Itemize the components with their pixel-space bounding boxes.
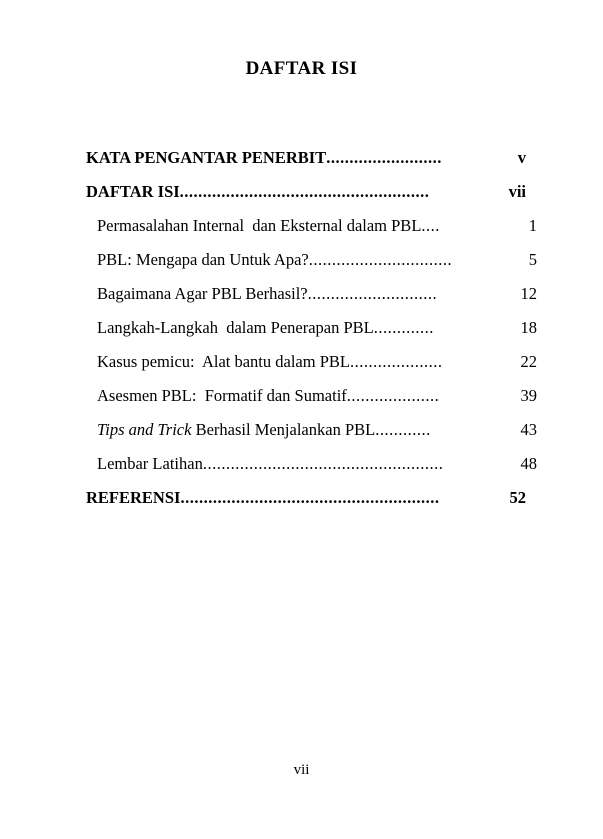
toc-dot-leader: ............................... (308, 250, 453, 269)
toc-entry-text: Asesmen PBL: Formatif dan Sumatif (97, 386, 347, 405)
toc-entry-text: Berhasil Menjalankan PBL (191, 420, 376, 439)
toc-dot-leader: ...................................................... (179, 182, 430, 201)
toc-entry-label (97, 386, 347, 406)
toc-entry[interactable] (86, 182, 526, 216)
toc-entry-text: Bagaimana Agar PBL Berhasil? (97, 284, 308, 303)
toc-page-number: vii (508, 182, 526, 201)
toc-page-number: 48 (520, 454, 537, 473)
toc-dot-leader: .................... (346, 386, 440, 405)
toc-entry[interactable] (86, 352, 537, 386)
toc-entry[interactable] (86, 318, 537, 352)
toc-entry-text: PBL: Mengapa dan Untuk Apa? (97, 250, 309, 269)
toc-entry-label (97, 284, 308, 304)
toc-dot-leader: ............................ (307, 284, 438, 303)
toc-page-number: 52 (509, 488, 526, 507)
toc-dot-leader: ......................... (326, 148, 442, 167)
toc-entry-label (86, 488, 180, 508)
toc-entry-label (97, 454, 203, 474)
toc-dot-leader: .................... (349, 352, 443, 371)
toc-entry-label (97, 318, 374, 338)
toc-dot-leader: .... (421, 216, 440, 235)
footer-page-number: vii (293, 762, 310, 778)
toc-entry[interactable] (86, 284, 537, 318)
toc-page-number: 39 (520, 386, 537, 405)
table-of-contents (86, 148, 537, 522)
toc-entry-text: KATA PENGANTAR PENERBIT (86, 148, 327, 167)
toc-page-number: 5 (528, 250, 537, 269)
toc-page-number: 12 (520, 284, 537, 303)
toc-page-number: 22 (520, 352, 537, 371)
toc-entry-text: DAFTAR ISI (86, 182, 180, 201)
toc-entry[interactable] (86, 216, 537, 250)
toc-entry-text: Lembar Latihan (97, 454, 203, 473)
toc-page-number: v (517, 148, 526, 167)
toc-entry-label (86, 182, 180, 202)
toc-entry-text: REFERENSI (86, 488, 181, 507)
toc-entry-text: Permasalahan Internal dan Eksternal dalam PBL (97, 216, 422, 235)
toc-entry[interactable] (86, 386, 537, 420)
toc-dot-leader: ............. (373, 318, 434, 337)
toc-entry-text: Kasus pemicu: Alat bantu dalam PBL (97, 352, 350, 371)
toc-entry-label (97, 420, 375, 440)
toc-dot-leader: ........................................................ (180, 488, 440, 507)
toc-entry[interactable] (86, 148, 526, 182)
toc-entry-label (86, 148, 326, 168)
page-title: DAFTAR ISI (245, 58, 358, 79)
toc-entry-text: Langkah-Langkah dalam Penerapan PBL (97, 318, 374, 337)
toc-page-number: 1 (528, 216, 537, 235)
toc-entry[interactable] (86, 250, 537, 284)
toc-page-number: 43 (520, 420, 537, 439)
toc-entry[interactable] (86, 420, 537, 454)
toc-dot-leader: .................................................... (202, 454, 444, 473)
toc-entry[interactable] (86, 454, 537, 488)
toc-page-number: 18 (520, 318, 537, 337)
toc-entry[interactable] (86, 488, 526, 522)
toc-entry-italic-prefix: Tips and Trick (97, 420, 192, 439)
toc-entry-label (97, 250, 309, 270)
toc-dot-leader: ............ (375, 420, 431, 439)
toc-entry-label (97, 352, 350, 372)
toc-entry-label (97, 216, 421, 236)
